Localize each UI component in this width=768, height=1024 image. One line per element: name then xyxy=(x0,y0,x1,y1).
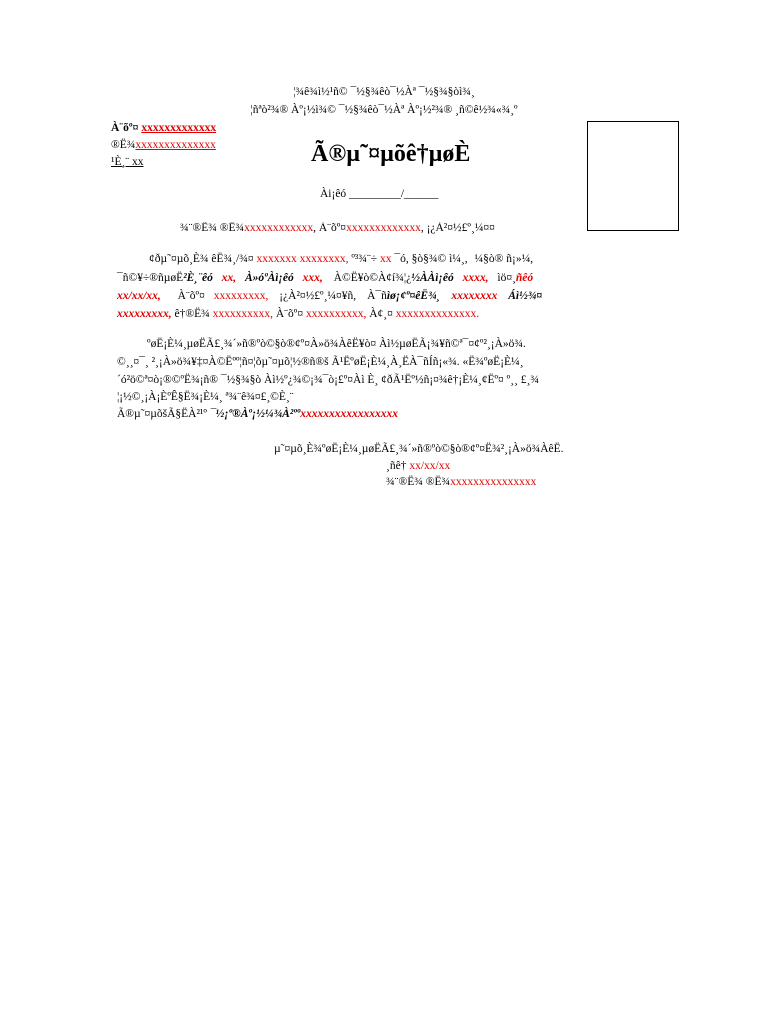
closing-name-value: xxxxxxxxxxxxxxx xyxy=(450,476,537,488)
para2-l2-text-1: ¯ñ©¥÷®ñµøË xyxy=(117,272,184,284)
closing-date-label: ¸ñê† xyxy=(386,460,407,472)
para2-l3-italic-1: ìø¡¢º¤êË¾¸ xyxy=(386,290,441,302)
closing-date-value: xx/xx/xx xyxy=(409,460,451,472)
para2-l3-italic-2: Áì½¾¤ xyxy=(508,290,543,302)
sender-line-2 xyxy=(111,139,216,151)
sender-line-3-value: xx xyxy=(132,156,144,168)
para2-l1-text-1: ¢ðµ˜¤µõ¸È¾ êË¾¸/¾¤ xyxy=(149,253,254,265)
para2-l1-text-3: ¯ó, §ò§¾© ì¼¸, xyxy=(394,253,468,265)
para3-line-2: ©¸¸¤¯¸ ²¸¡À»ö¾¥‡¤À©Ëºº¦ñ¤¦õµ˜¤µõ¦½®ñ®š Ã¹ËºøË¡È¼¸À¸ËÀ¯ñÍñ¡«¾. «Ë¾ºøË¡È¼¸ xyxy=(117,356,524,368)
para2-line-4 xyxy=(117,308,479,320)
closing-line-1: µ˜¤µõ¸È¾ºøË¡È¼¸µøËÃ£¸¾´»ñ®ºò©§ò®¢º¤Ë¾²¸¡À»ö¾ÀêË. xyxy=(274,443,564,455)
sender-line-1-label: À¨õº¤ xyxy=(111,122,139,134)
para2-l4-text-3: À¢¸¤ xyxy=(369,308,393,320)
para2-l4-text-2: À¨õº¤ xyxy=(275,308,304,320)
para2-l2-italic-1: ²È¸¨êó xyxy=(183,272,213,284)
para2-l2-red-3: xxxx, xyxy=(462,272,489,284)
para2-l3-text-2: ¡¿À²¤½£º¸¼¤¥ñ, xyxy=(279,290,357,302)
para2-l3-red-2: xxxxxxxxx, xyxy=(213,290,269,302)
para2-l2-italic-4: ñêó xyxy=(515,272,534,284)
date-separator: / xyxy=(400,188,405,200)
para2-l1-red-2: xx xyxy=(380,253,392,265)
header-line-2: ¦ñªò²¾® Àº¡½ì¾© ¯½§¾êò¯½Àª Àº¡½²¾® ¸ñ©ê½¾«¾¸º xyxy=(250,104,518,116)
photo-box xyxy=(587,121,679,231)
para3-l5-text-1: Ã®µ˜¤µõšÃ§ËÀ²¹º xyxy=(117,408,207,420)
sender-line-1 xyxy=(111,122,216,134)
date-label: Ài¡êó xyxy=(320,188,347,200)
para1-text-3: , ¡¿À²¤½£º¸¼¤¤ xyxy=(420,222,495,234)
para2-l3-red-1: xx/xx/xx, xyxy=(117,290,161,302)
para2-l2-text-3: ìö¤¸ xyxy=(497,272,516,284)
para2-l3-text-1: À¨õº¤ xyxy=(177,290,205,302)
header-line-1: ¦¾ê¾ì½¹ñ© ¯½§¾êò¯½Àª ¯½§¾§òì¾¸ xyxy=(293,86,475,98)
para3-l5-italic-1: ¯½¡º®Àº¡½¼¾À²ºº xyxy=(209,408,301,420)
para2-line-1 xyxy=(149,253,533,265)
para2-l3-red-3: xxxxxxxx xyxy=(451,290,498,302)
para3-line-4: ¦¡½©¸¡À¡ÈºÊ§Ë¾¡È¼¸ ª¾¨ê¾¤£¸©È¸¨ xyxy=(117,391,294,403)
para2-l4-text-1: ê†®Ë¾ xyxy=(174,308,210,320)
para1-red-2: xxxxxxxxxxxxx xyxy=(346,222,421,234)
para2-l2-italic-3: ½ÀÀì¡êó xyxy=(411,272,454,284)
para2-l4-red-1: xxxxxxxxx, xyxy=(117,308,172,320)
para3-line-1: ºøË¡È¼¸µøËÃ£¸¾´»ñ®ºò©§ò®¢º¤À»ö¾ÀêË¥ò¤ Àì½µøËÃ¡¾¥ñ©ª¯¤¢º²¸¡À»ö¾. xyxy=(147,338,526,350)
document-title: Ã®µ˜¤µõê†µøÈ xyxy=(311,141,471,167)
para1-text-2: , À¨õº¤ xyxy=(313,222,347,234)
para3-line-5 xyxy=(117,408,398,420)
sender-line-2-label: ®Ë¾ xyxy=(111,139,136,151)
sender-line-2-value: xxxxxxxxxxxxxx xyxy=(135,139,216,151)
para2-l4-red-4: xxxxxxxxxxxxxx. xyxy=(395,308,480,320)
para2-l4-red-3: xxxxxxxxxx, xyxy=(305,308,367,320)
sender-line-1-value: xxxxxxxxxxxxx xyxy=(141,122,217,134)
sender-line-3-label: ¹È¸¨ xyxy=(111,156,130,168)
closing-line-3 xyxy=(386,476,536,488)
para3-l5-red-1: xxxxxxxxxxxxxxxxx xyxy=(300,408,398,420)
para1-text-1: ¾¨®Ë¾ ®Ë¾ xyxy=(180,222,245,234)
para2-l4-red-2: xxxxxxxxxx, xyxy=(212,308,273,320)
para2-line-2 xyxy=(117,272,533,284)
para3-line-3: ´ó²ö©ª¤ò¡®©ºË¾¡ñ® ¯½§¾§ò Àì½º¿¾©¡¾¯ò¡£º¤Àì È¸ ¢ðÃ¹Ëº½ñ¡¤¾ê†¡È¼¸¢Ëº¤ º¸¸ £¸¾ xyxy=(117,374,539,386)
date-blank-2: ______ xyxy=(404,188,439,200)
para1-line xyxy=(180,222,585,234)
para2-l2-italic-2: À»óºÀì¡êó xyxy=(244,272,294,284)
closing-line-2 xyxy=(386,460,450,472)
para2-l3-text-3: À¯ñ xyxy=(367,290,387,302)
para1-red-1: xxxxxxxxxxxx xyxy=(244,222,314,234)
para2-l2-text-2: À©Ë¥ò©À¢í¾¦¿ xyxy=(333,272,412,284)
para2-l2-red-2: xxx, xyxy=(302,272,323,284)
date-line xyxy=(320,188,439,200)
para2-l1-text-4: ¼§ò® ñ¡»¼, xyxy=(474,253,534,265)
para2-l1-text-2: º³¾¨÷ xyxy=(351,253,378,265)
closing-name-label: ¾¨®Ë¾ ®Ë¾ xyxy=(386,476,451,488)
para2-line-3 xyxy=(117,290,542,302)
para2-l1-red-1: xxxxxxx xxxxxxxx, xyxy=(256,253,349,265)
date-blank-1: _________ xyxy=(349,188,401,200)
para2-l2-red-1: xx, xyxy=(221,272,237,284)
sender-line-3 xyxy=(111,156,144,168)
